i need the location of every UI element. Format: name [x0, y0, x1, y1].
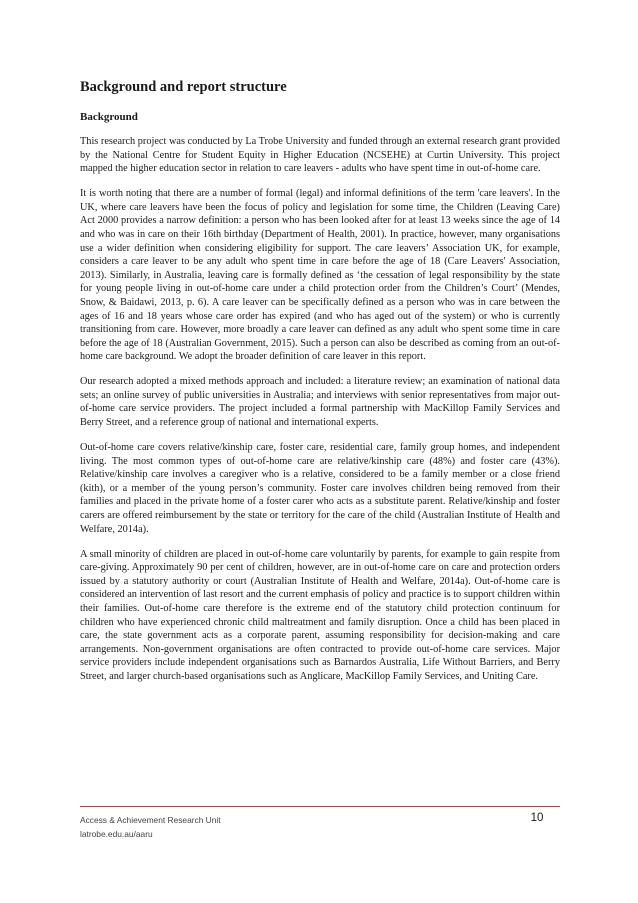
- paragraph-methods: Our research adopted a mixed methods approach and included: a literature review; an examination of national data sets; an online survey of public universities in Australia; and interviews with senior representatives from major out-of-home care service providers. The project included a formal partnership with MacKillop Family Services and Berry Street, and a reference group of national and international experts.: [80, 376, 560, 429]
- paragraph-intro: This research project was conducted by La Trobe University and funded through an external research grant provided by the National Centre for Student Equity in Higher Education (NCSEHE) at Curtin University. This project mapped the higher education sector in relation to care leavers - adults who have spent time in out-of-home care.: [80, 136, 560, 175]
- page-body: [80, 78, 560, 695]
- paragraph-definitions: It is worth noting that there are a number of formal (legal) and informal definitions of the term 'care leavers'. In the UK, where care leavers have been the focus of policy and legislation for some time, the Children (Leaving Care) Act 2000 provides a narrow definition: a person who has been looked after for at least 13 weeks since the age of 14 and who was in care on their 16th birthday (Department of Health, 2001). In practice, however, many organisations use a wider definition when considering eligibility for support. The care leavers’ Association UK, for example, considers a care leaver to be any adult who spent time in care before the age of 18 (Care Leavers' Association, 2013). Similarly, in Australia, leaving care is formally defined as ‘the cessation of legal responsibility by the state for young people living in out-of-home care under a child protection order from the Children’s Court’ (Mendes, Snow, & Baidawi, 2013, p. 6). A care leaver can be specifically defined as a person who was in care between the ages of 16 and 18 years whose care order has expired (and who has aged out of the system) or who is currently transitioning from care. However, more broadly a care leaver can defined as any adult who spent some time in care before the age of 18 (Australian Government, 2015). Such a person can also be described as coming from an out-of-home care background. We adopt the broader definition of care leaver in this report.: [80, 188, 560, 363]
- page-number: 10: [530, 812, 544, 824]
- section-heading: Background: [80, 111, 138, 123]
- footer-url: latrobe.edu.au/aaru: [80, 829, 153, 839]
- footer-divider: [80, 806, 560, 807]
- footer-unit-name: Access & Achievement Research Unit: [80, 815, 221, 825]
- page-title: Background and report structure: [80, 79, 287, 95]
- paragraph-care-orders: A small minority of children are placed in out-of-home care voluntarily by parents, for example to gain respite from care-giving. Approximately 90 per cent of children, however, are in out-of-home care on care and protection orders issued by a statutory authority or court (Australian Institute of Health and Welfare, 2014a). Out-of-home care is considered an intervention of last resort and the current emphasis of policy and practice is to support children within their families. Out-of-home care therefore is the extreme end of the statutory child protection continuum for children who have experienced chronic child maltreatment and family disruption. Once a child has been placed in care, the state government acts as a corporate parent, assuming responsibility for decision-making and care arrangements. Non-government organisations are often contracted to provide out-of-home care services. Major service providers include independent organisations such as Barnardos Australia, Life Without Barriers, and Berry Street, and larger church-based organisations such as Anglicare, MacKillop Family Services, and Uniting Care.: [80, 548, 560, 682]
- paragraph-care-types: Out-of-home care covers relative/kinship care, foster care, residential care, family group homes, and independent living. The most common types of out-of-home care are relative/kinship care (48%) and foster care (43%). Relative/kinship care involves a caregiver who is a relative, considered to be a family member or a close friend (kith), or a member of the young person’s community. Foster care involves children being removed from their families and placed in the private home of a foster carer who acts as a substitute parent. Relative/kinship and foster carers are offered reimbursement by the state or territory for the care of the child (Australian Institute of Health and Welfare, 2014a).: [80, 442, 560, 535]
